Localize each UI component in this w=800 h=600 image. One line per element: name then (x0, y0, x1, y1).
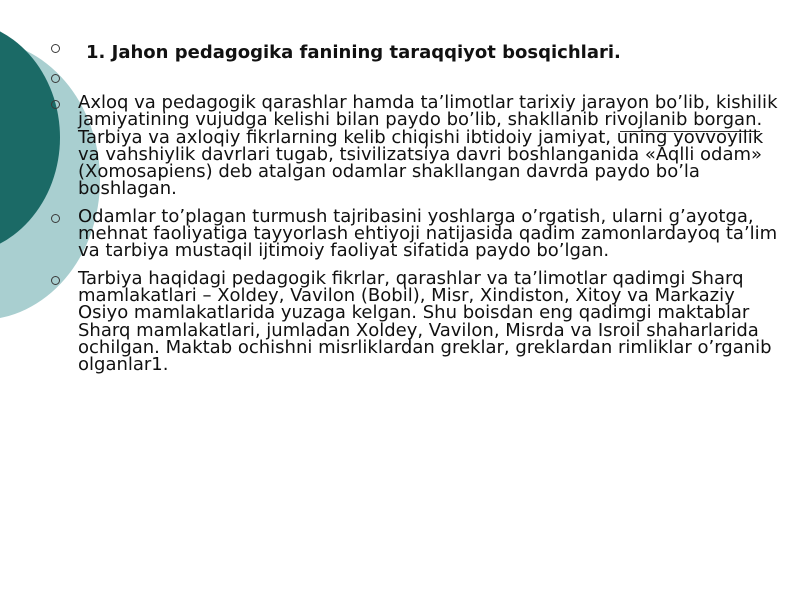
hollow-circle-bullet-icon (51, 276, 60, 285)
hollow-circle-bullet-icon (51, 74, 60, 83)
hollow-circle-bullet-icon (51, 44, 60, 53)
paragraph-row (48, 205, 778, 262)
slide-content (48, 38, 778, 383)
paragraph-text: Tarbiya haqidagi pedagogik fikrlar, qarashlar va ta’limotlar qadimgi Sharq mamlakatlari – Xoldey, Vavilon (Bobil), Misr, Xindiston, Xitoy va Markaziy Osiyo mamlakatlarida yuzaga kelgan. Shu boisdan eng qadimgi maktablar Sharq mamlakatlari, jumladan Xoldey, Vavilon, Misrda va Isroil shaharlarida ochilgan. Maktab ochishni misrliklardan greklar, greklardan rimliklar o’rganib olganlar1. (78, 267, 772, 376)
hollow-circle-bullet-icon (51, 100, 60, 109)
paragraph-row (48, 267, 778, 376)
paragraph-text: Odamlar to’plagan turmush tajribasini yoshlarga o’rgatish, ularni g’ayotga, mehnat faoliyatiga tayyorlash ehtiyoji natijasida qadim zamonlardayoq ta’lim va tarbiya mustaqil ijtimoiy faoliyat sifatida paydo bo’lgan. (78, 205, 778, 262)
empty-bullet-row (48, 68, 778, 94)
hollow-circle-bullet-icon (51, 214, 60, 223)
paragraph-row (48, 94, 778, 198)
slide-heading: 1. Jahon pedagogika fanining taraqqiyot bosqichlari. (86, 42, 621, 63)
heading-row (48, 38, 778, 68)
paragraph-text: Axloq va pedagogik qarashlar hamda ta’limotlar tarixiy jarayon bo’lib, kishilik jamiyatining vujudga kelishi bilan paydo bo’lib, shakllanib rivojlanib borgan. Tarbiya va axloqiy fikrlarning kelib chiqishi ibtidoiy jamiyat, uning yovvoyilik va vahshiylik davrlari tugab, tsivilizatsiya davri boshlanganida «Aqlli odam» (Xomosapiens) deb atalgan odamlar shakllangan davrda paydo bo’la boshlagan. (78, 92, 778, 200)
